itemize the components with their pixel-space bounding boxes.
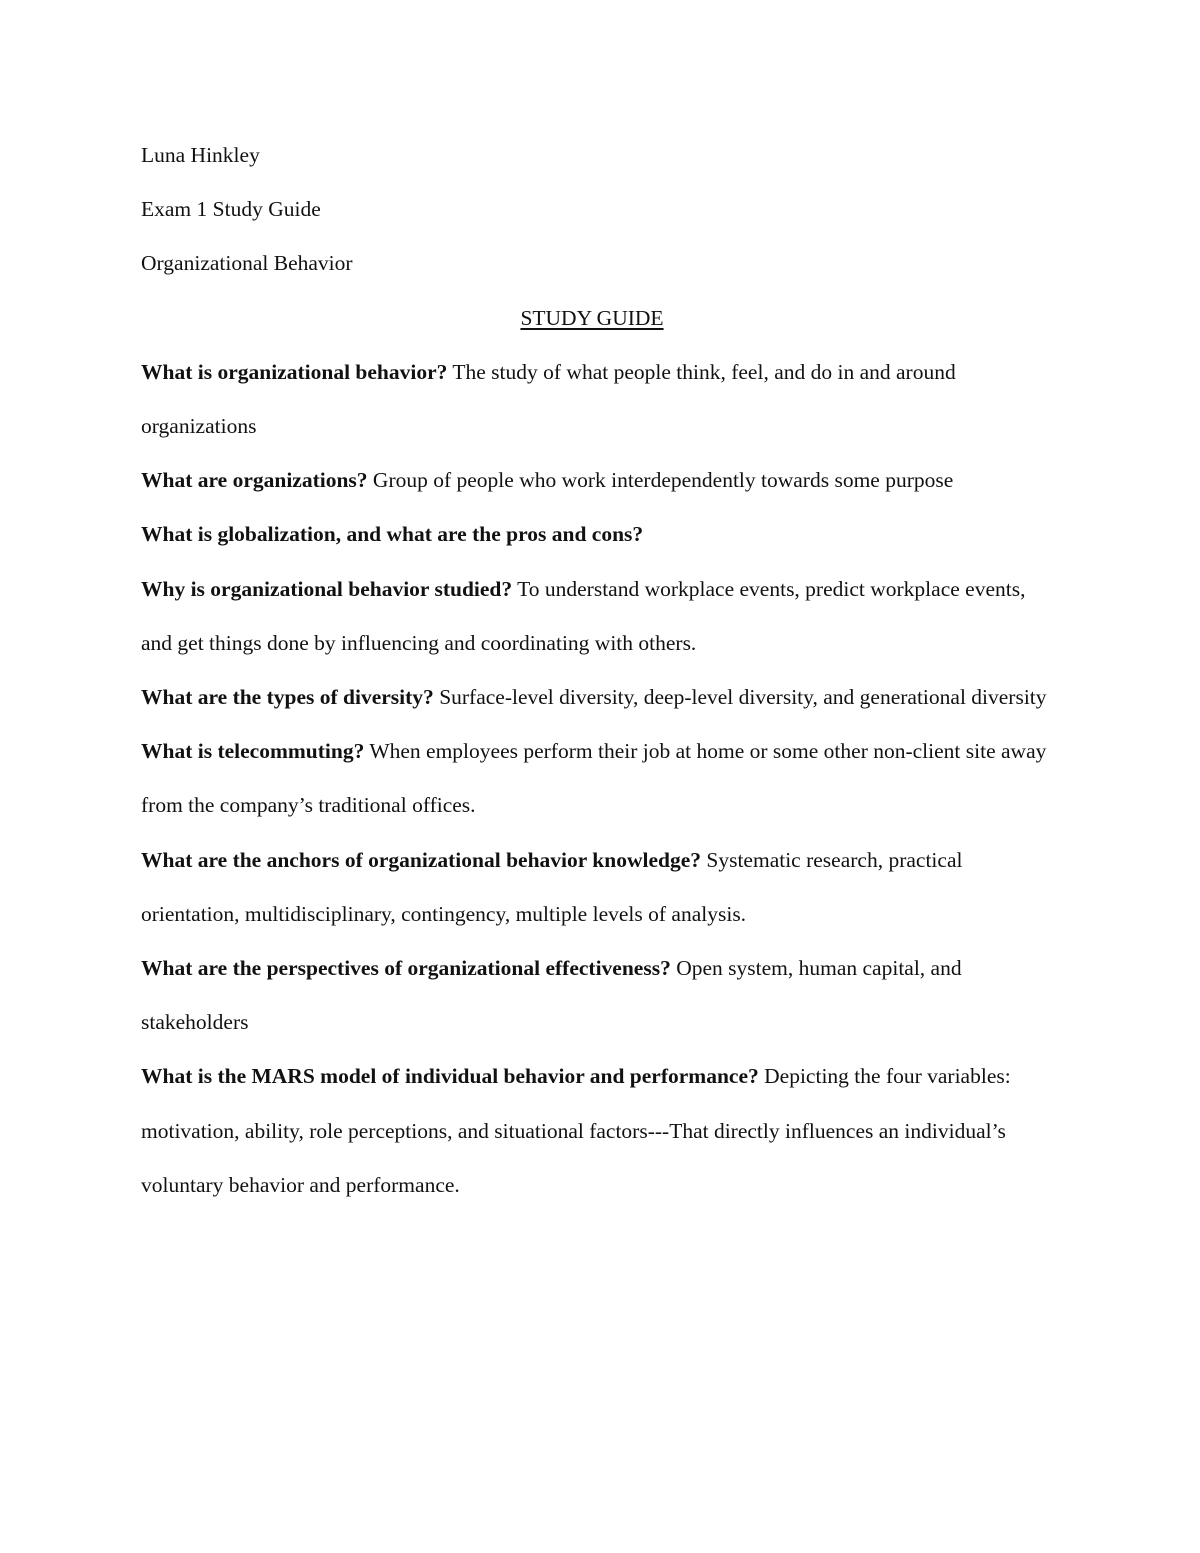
document-body [141,128,1061,1212]
page-title: STUDY GUIDE [520,305,664,330]
assignment-title: Exam 1 Study Guide [141,197,321,222]
qa-item-8 [141,941,1051,1049]
qa-item-3 [141,507,1051,561]
question: What are the perspectives of organizational effectiveness? [141,956,671,981]
question: What is telecommuting? [141,739,365,764]
course-name: Organizational Behavior [141,251,353,276]
answer: When employees perform their job at home or some other non-client site away from the company’s traditional offices. [141,739,1047,818]
qa-item-5 [141,670,1051,724]
answer: Depicting the four variables: motivation, ability, role perceptions, and situational factors---That directly influences an individual’s voluntary behavior and performance. [141,1064,1011,1197]
qa-item-6 [141,724,1051,832]
qa-item-9 [141,1049,1051,1212]
answer: To understand workplace events, predict workplace events, and get things done by influencing and coordinating with others. [141,576,1026,655]
answer: Open system, human capital, and stakeholders [141,956,962,1035]
qa-item-2 [141,453,1051,507]
qa-item-7 [141,833,1051,941]
question: Why is organizational behavior studied? [141,576,513,601]
answer: Surface-level diversity, deep-level diversity, and generational diversity [433,685,1047,710]
question: What are the types of diversity? [141,685,434,710]
answer: Group of people who work interdependently towards some purpose [367,468,954,493]
author-name: Luna Hinkley [141,143,260,167]
answer: The study of what people think, feel, and do in and around organizations [141,359,956,439]
qa-item-4 [141,562,1051,670]
qa-item-1 [141,345,1051,453]
question: What are the anchors of organizational behavior knowledge? [141,847,701,872]
answer: Systematic research, practical orientation, multidisciplinary, contingency, multiple levels of analysis. [141,847,963,926]
question: What is the MARS model of individual behavior and performance? [141,1064,759,1089]
question: What is globalization, and what are the pros and cons? [141,522,644,547]
question: What are organizations? [141,468,368,493]
question: What is organizational behavior? [141,359,448,384]
